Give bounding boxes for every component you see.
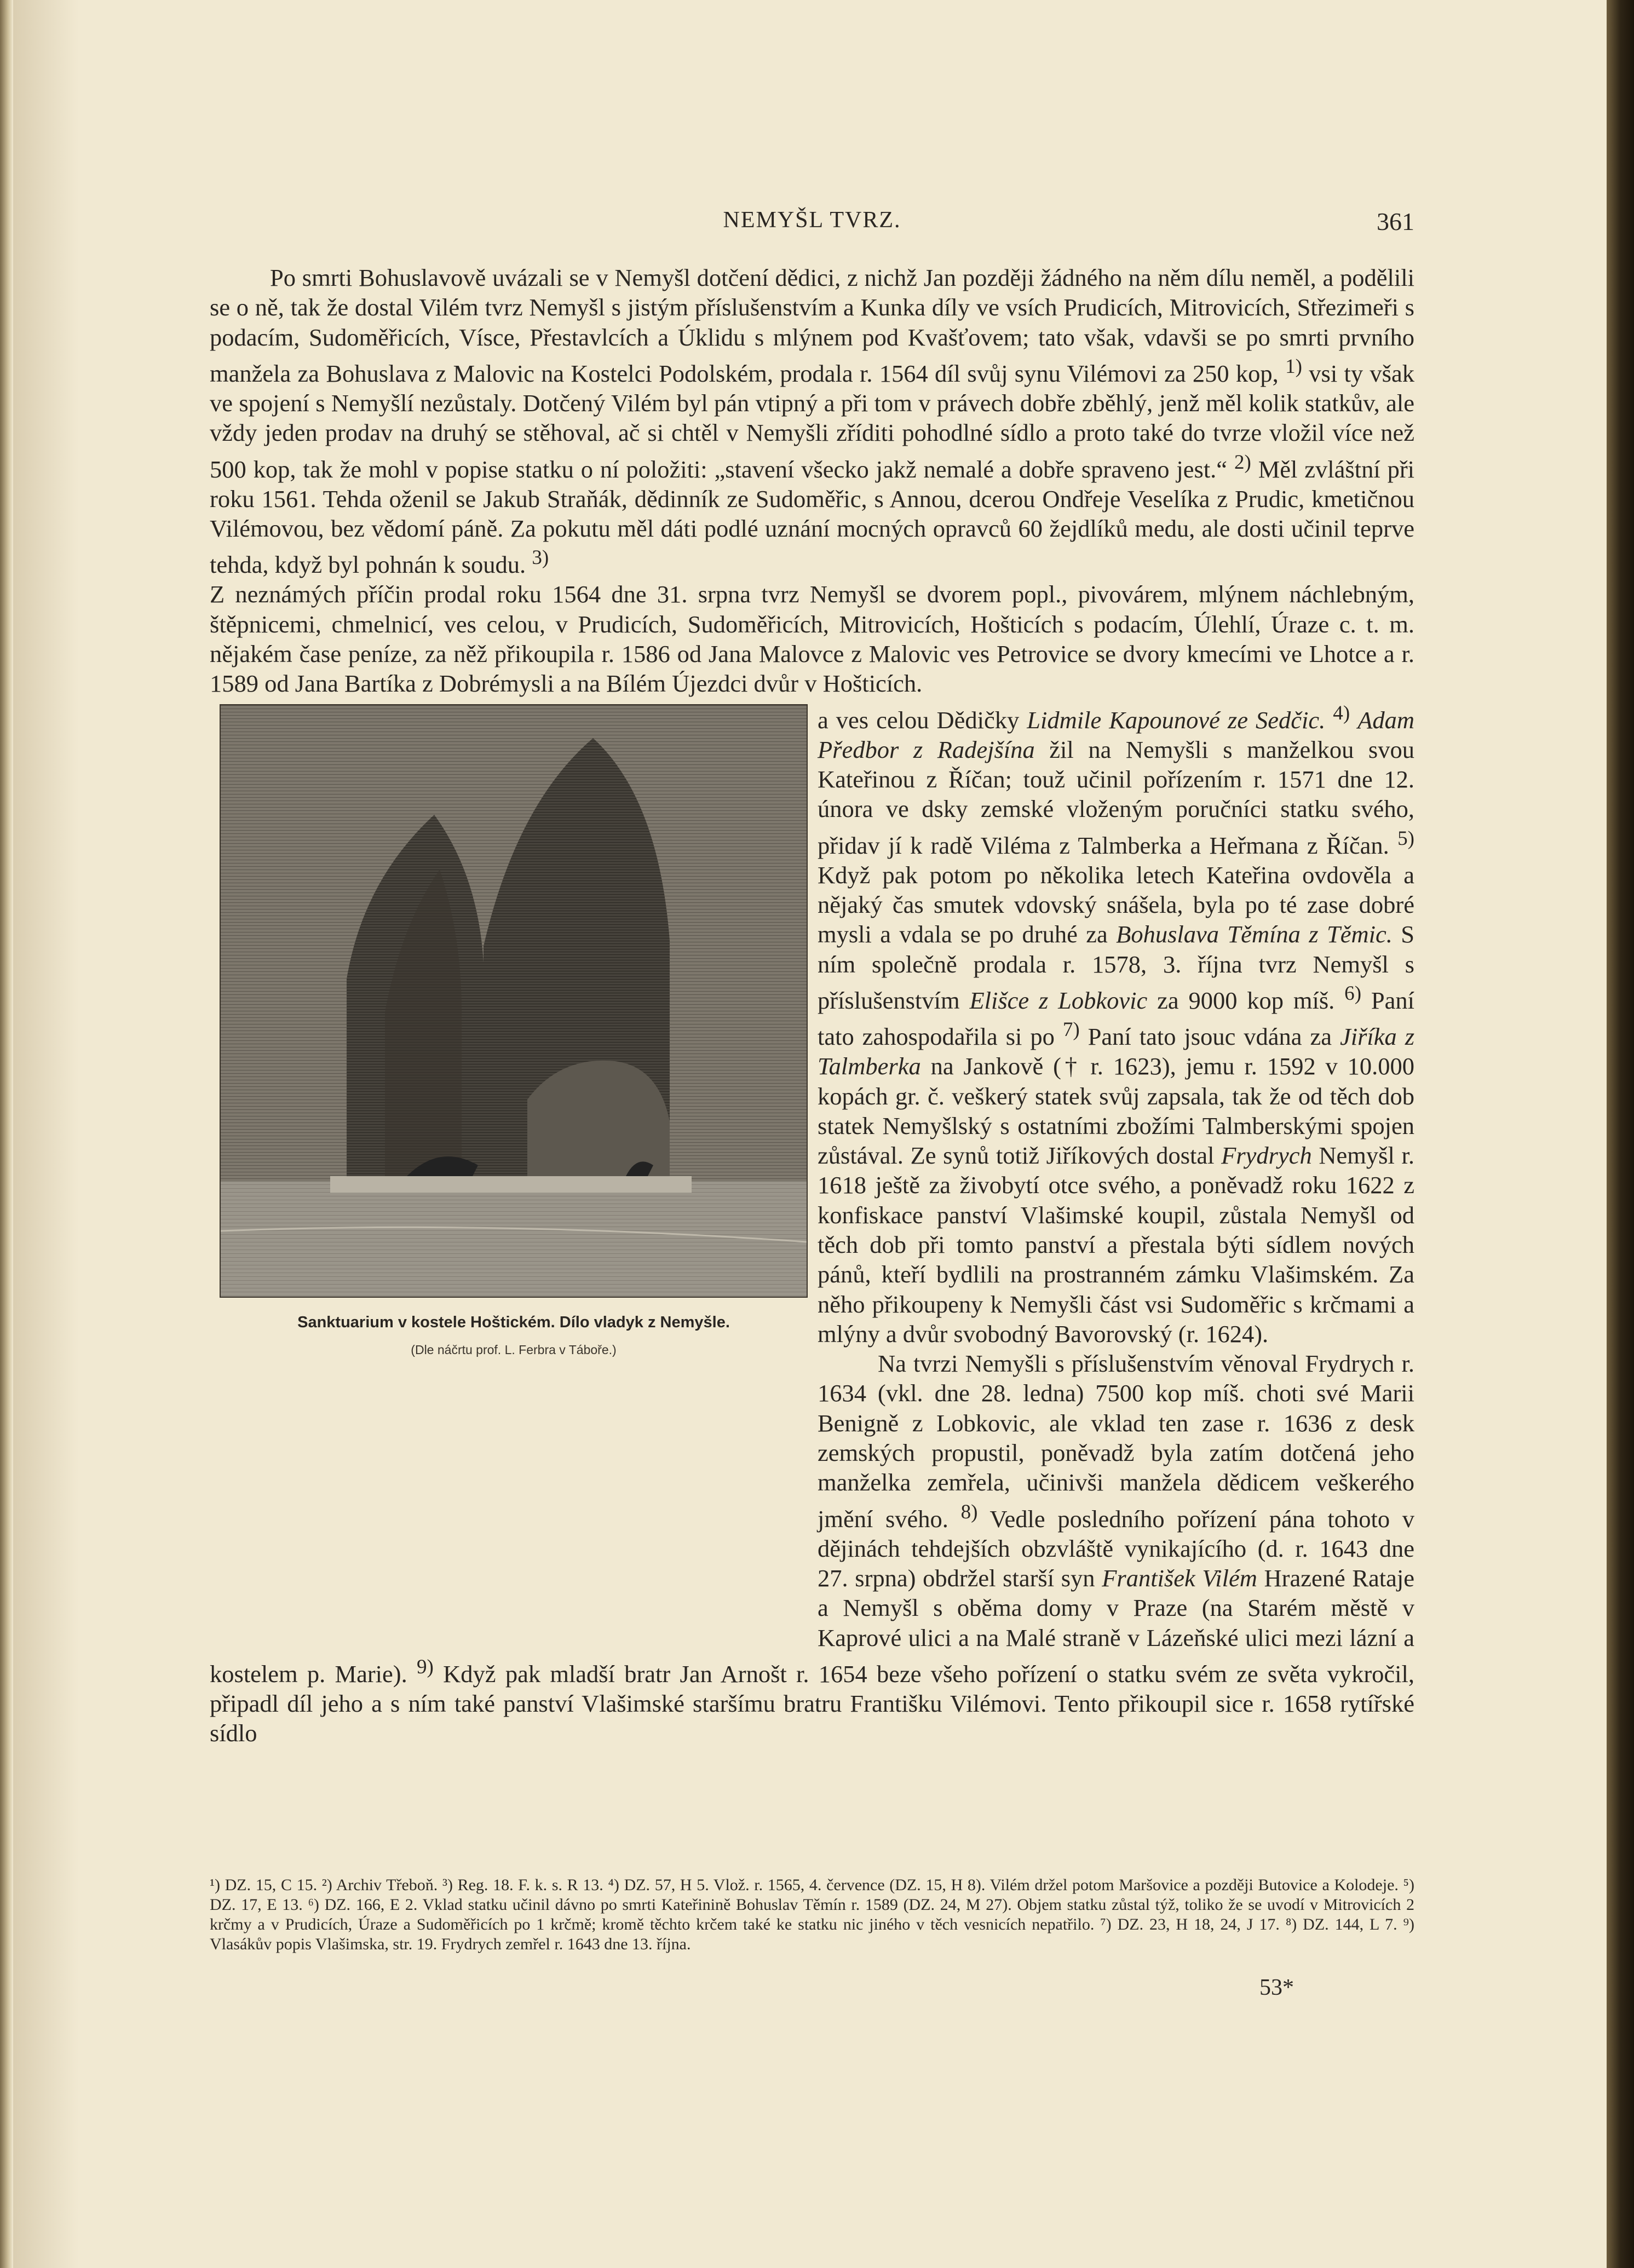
signature-mark: 53* [1259, 1975, 1294, 2000]
page-edge-left [0, 0, 13, 2268]
footnote-ref: 9) [417, 1655, 434, 1678]
person-name: Elišce z Lobkovic [969, 986, 1148, 1014]
gutter-shadow [13, 0, 79, 2268]
footnotes [210, 1875, 1414, 1954]
footnote-ref: 8) [960, 1500, 978, 1523]
text-run: na Jankově († r. 1623), jemu r. 1592 v 10.000 kopách gr. č. veškerý statek svůj zapsala, tak že od těch dob statek Nemyšlský s ostatními zbožími Talmberskými spojen zůstával. Ze synů totiž Jiříkových dostal [818, 1052, 1414, 1170]
text-run: Hrazené Rataje a Nemyšl s oběma domy v Praze (na Starém městě v Kaprové ulici a na Malé straně v Lázeňské ulici mezi lázní a kostelem p. Marie). [210, 1564, 1415, 1688]
text-run: Paní tato jsouc vdána za [1088, 1022, 1332, 1050]
page-header [210, 207, 1414, 240]
text-run: Paní tato zahospodařila si po [818, 986, 1415, 1050]
text-run: žil na Nemyšli s manželkou svou Kateřinou z Říčan; touž učinil pořízením r. 1571 dne 12. února ve dsky zemské vloženým poručníci statku svého, přidav jí k radě Viléma z Talmberka a Heřmana z Říčan. [818, 735, 1414, 859]
footnote-ref: 7) [1062, 1018, 1080, 1041]
text-run: vsi ty však ve spojení s Nemyšlí nezůstaly. Dotčený Vilém byl pán vtipný a při tom v právech dobře zběhlý, jenž měl kolik statkův, ale vždy jeden prodav na druhý se stěhoval, ač si chtěl v Nemyšli zříditi pohodlné sídlo a proto také do tvrze vložil více než 500 kop, tak že mohl v popise statku o ní položiti: „stavení všecko jakž nemalé a dobře spraveno jest.“ [210, 359, 1414, 483]
text-run: Z neznámých příčin prodal roku 1564 dne 31. srpna tvrz Nemyšl se dvorem popl., pivovárem, mlýnem náchlebným, štěpnicemi, chmelnicí, ves celou, v Prudicích, Sudoměřicích, Mitrovicích, Hošticích s podacím, Úlehlí, Úraze c. t. m. nějakém čase peníze, za něž přikoupila r. 1586 od Jana Malovce z Malovic ves Petrovice se dvory kmecími ve Lhotce a r. 1589 od Jana Bartíka z Dobrémysli a na Bílém Újezdci dvůr v Hošticích. [210, 580, 1414, 698]
paragraph [210, 579, 1414, 698]
footnote-ref: 5) [1397, 827, 1415, 850]
person-name: Lidmile Kapounové ze Sedčic. [1027, 706, 1326, 734]
text-run: Když pak potom po několika letech Kateřina ovdověla a nějaký čas smutek vdovský snášela, byla po té zase dobré mysli a vdala se po druhé za [818, 861, 1414, 948]
paragraph [210, 263, 1414, 579]
text-run: Nemyšl r. 1618 ještě za živobytí otce svého, a poněvadž roku 1622 z konfiskace panství Vlašimské koupil, zůstala Nemyšl od těch dob při tomto panství a přestala býti sídlem nových pánů, kteří bydlili na prostranném zámku Vlašimském. Za něho přikoupeny k Nemyšli část vsi Sudoměřic s krčmami a mlýny a dvůr svobodný Bavorovský (r. 1624). [818, 1142, 1415, 1348]
person-name: Adam Předbor z Radejšína [818, 706, 1415, 763]
text-run: Měl zvláštní při roku 1561. Tehda oženil se Jakub Straňák, dědinník ze Sudoměřic, s Annou, dcerou Ondřeje Veselíka z Prudic, kmetičnou Vilémovou, bez vědomí páně. Za pokutu měl dáti podlé uznání mocných opravců 60 žejdlíků medu, ale dosti učinil teprve tehda, když byl pohnán k soudu. [210, 455, 1415, 579]
text-run: S ním společně prodala r. 1578, 3. října tvrz Nemyšl s příslušenstvím [818, 920, 1415, 1014]
running-title: NEMYŠL TVRZ. [723, 208, 901, 233]
text-run: Když pak mladší bratr Jan Arnošt r. 1654 beze všeho pořízení o statku svém ze světa vykročil, připadl díl jeho a s ním také panství Vlašimské staršímu bratru Františku Vilémovi. Tento přikoupil sice r. 1658 rytířské sídlo [210, 1660, 1415, 1747]
text-run: Vedle posledního pořízení pána tohoto v dějinách tehdejších obzvláště vynikajícího (d. r. 1643 dne 27. srpna) obdržel starší syn [818, 1505, 1414, 1592]
text-run: za 9000 kop míš. [1157, 986, 1335, 1014]
figure-subcaption: (Dle náčrtu prof. L. Ferbra v Táboře.) [411, 1342, 617, 1357]
text-run: Po smrti Bohuslavově uvázali se v Nemyšl dotčení dědici, z nichž Jan později žádného na něm dílu neměl, a podělili se o ně, tak že dostal Vilém tvrz Nemyšl s jistým příslušenstvím a Kunka díly ve vsích Prudicích, Mitrovicích, Střezimeři s podacím, Sudoměřicích, Vísce, Přestavlcích a Úklidu s mlýnem pod Kvašťovem; tato však, vdavši se po smrti prvního manžela za Bohuslava z Malovic na Kostelci Podolském, prodala r. 1564 díl svůj synu Vilémovi za 250 kop, [210, 264, 1414, 387]
text-run: Na tvrzi Nemyšli s příslušenstvím věnoval Frydrych r. 1634 (vkl. dne 28. ledna) 7500 kop míš. choti své Marii Benigně z Lobkovic, ale vklad ten zase r. 1636 z desk zemských propustil, poněvadž byla zatím dotčená jeho manželka zemřela, učinivši manžela dědicem veškerého jmění svého. [818, 1350, 1414, 1533]
footnote-ref: 1) [1285, 355, 1302, 378]
footnote-ref: 6) [1344, 982, 1362, 1005]
sanctuary-niche-illustration [220, 704, 808, 1298]
person-name: Frydrych [1221, 1142, 1312, 1170]
footnote-ref: 2) [1234, 451, 1251, 474]
person-name: Bohuslava Těmína z Těmic. [1116, 920, 1393, 948]
text-run: a ves celou Dědičky [818, 706, 1020, 734]
body-text [210, 263, 1414, 1748]
footnote-ref: 3) [532, 546, 549, 569]
page-edge-right [1607, 0, 1634, 2268]
person-name: František Vilém [1102, 1564, 1257, 1592]
footnote-text: ¹) DZ. 15, C 15. ²) Archiv Třeboň. ³) Reg. 18. F. k. s. R 13. ⁴) DZ. 57, H 5. Vlož. r. 1565, 4. července (DZ. 15, H 8). Vilém držel potom Maršovice a později Butovice a Kolodeje. ⁵) DZ. 17, E 13. ⁶) DZ. 166, E 2. Vklad statku učinil dávno po smrti Kateřinině Bohuslav Těmín r. 1589 (DZ. 24, M 27). Objem statku zůstal týž, toliko že se uvodí v Mitrovicích 2 krčmy a v Prudicích, Úraze a Sudoměřicích po 1 krčmě; kromě těchto krčem také ke statku nic jiného v těch vesnicích nepatřilo. ⁷) DZ. 23, H 18, 24, J 17. ⁸) DZ. 144, L 7. ⁹) Vlasákův popis Vlašimska, str. 19. Frydrych zemřel r. 1643 dne 13. října. [210, 1876, 1414, 1953]
page-number: 361 [1377, 208, 1414, 235]
figure [210, 704, 818, 1640]
footnote-ref: 4) [1333, 701, 1350, 724]
figure-caption: Sanktuarium v kostele Hoštickém. Dílo vladyk z Nemyšle. [297, 1313, 730, 1331]
person-name: Jiříka z Talmberka [818, 1022, 1415, 1080]
